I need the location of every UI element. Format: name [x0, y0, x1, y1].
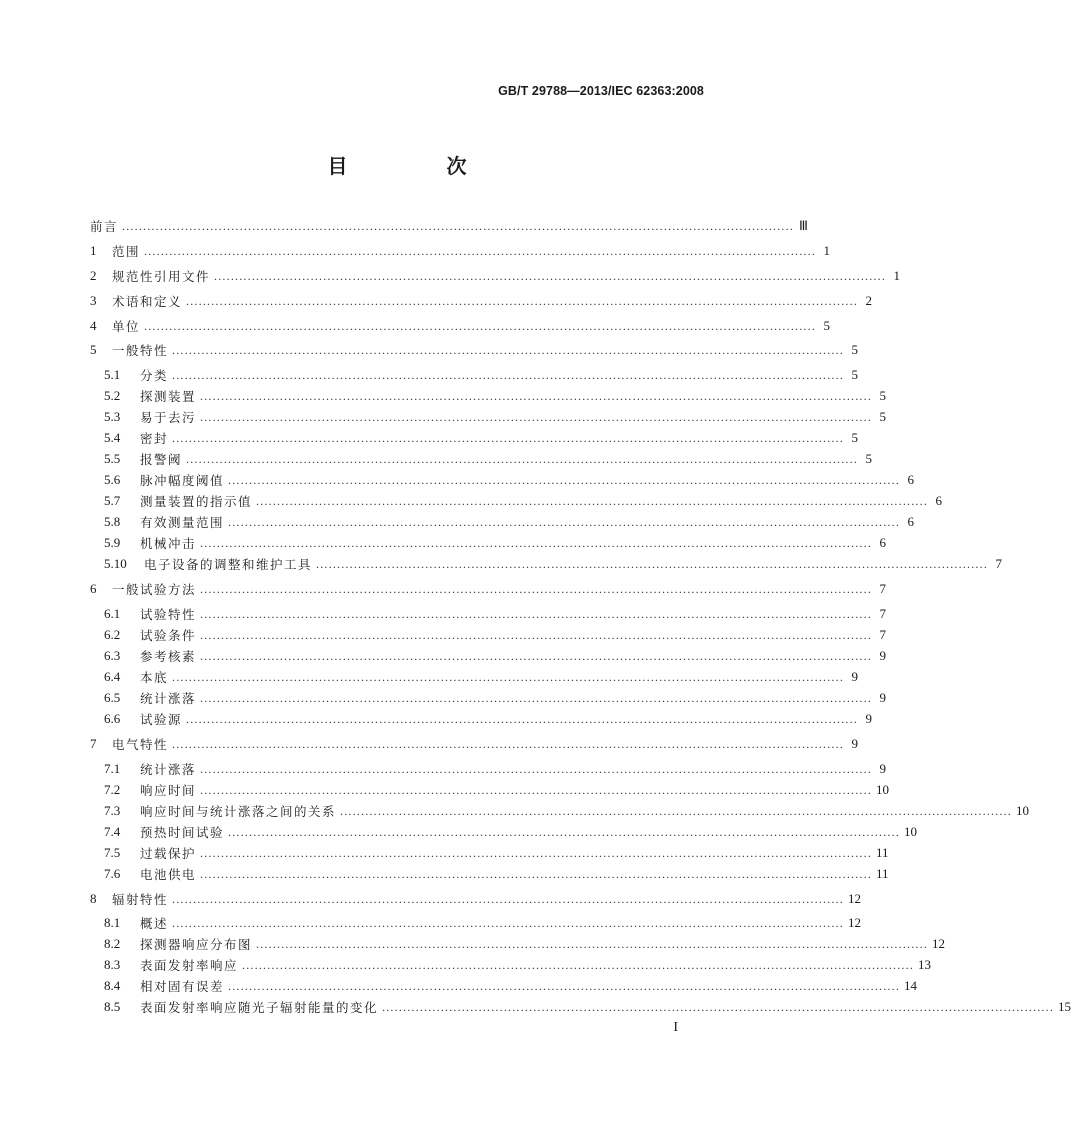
toc-entry-page: 5: [851, 342, 859, 357]
toc-entry[interactable]: [90, 889, 862, 909]
toc-entry-page: 5: [851, 367, 859, 382]
toc-entry[interactable]: [104, 822, 918, 842]
toc-entry[interactable]: [104, 780, 890, 800]
toc-entry-number: 5.2: [104, 388, 121, 403]
toc-entry-number: 5.10: [104, 556, 127, 571]
toc-entry-page: 7: [879, 606, 887, 621]
toc-entry-label: 辐射特性: [112, 892, 169, 907]
toc-entry-number: 7.3: [104, 803, 121, 818]
toc-entry-page: 9: [851, 736, 859, 751]
toc-entry[interactable]: [104, 801, 1030, 821]
dot-leader: ................................................................................................................................................................: [200, 690, 873, 705]
toc-entry-page: 1: [893, 268, 901, 283]
toc-entry-label: 过载保护: [140, 846, 197, 861]
toc-entry[interactable]: [104, 365, 859, 385]
toc-entry[interactable]: [104, 934, 946, 954]
dot-leader: ................................................................................................................................................................: [200, 535, 873, 550]
dot-leader: ................................................................................................................................................................: [172, 736, 845, 751]
toc-entry-number: 7.6: [104, 866, 121, 881]
toc-entry-number: 7.4: [104, 824, 121, 839]
toc-entry-page: 7: [879, 627, 887, 642]
dot-leader: ................................................................................................................................................................: [200, 388, 873, 403]
toc-entry[interactable]: [104, 955, 932, 975]
dot-leader: ................................................................................................................................................................: [340, 803, 1013, 818]
toc-entry-label: 本底: [140, 670, 169, 685]
toc-entry-label: 有效测量范围: [140, 515, 225, 530]
dot-leader: ................................................................................................................................................................: [122, 218, 795, 233]
toc-entry-label: 电池供电: [140, 867, 197, 882]
dot-leader: ................................................................................................................................................................: [186, 711, 859, 726]
toc-entry-number: 8.2: [104, 936, 121, 951]
toc-entry-page: 6: [879, 535, 887, 550]
toc-entry[interactable]: [104, 759, 887, 779]
toc-entry[interactable]: [90, 216, 809, 236]
toc-entry-number: 3: [90, 293, 97, 308]
toc-entry-number: 6.5: [104, 690, 121, 705]
toc-entry-number: 2: [90, 268, 97, 283]
toc-entry-number: 5.4: [104, 430, 121, 445]
toc-entry-label: 参考核素: [140, 649, 197, 664]
toc-entry-label: 响应时间: [140, 783, 197, 798]
dot-leader: ................................................................................................................................................................: [228, 472, 901, 487]
dot-leader: ................................................................................................................................................................: [200, 581, 873, 596]
dot-leader: ................................................................................................................................................................: [228, 978, 901, 993]
toc-entry-number: 6.4: [104, 669, 121, 684]
toc-entry-label: 前言: [90, 219, 119, 234]
toc-entry-number: 7.2: [104, 782, 121, 797]
toc-entry-label: 电子设备的调整和维护工具: [144, 557, 313, 572]
toc-entry-label: 分类: [140, 368, 169, 383]
toc-entry-label: 响应时间与统计涨落之间的关系: [140, 804, 337, 819]
toc-entry-page: Ⅲ: [799, 218, 809, 233]
toc-entry-page: 9: [851, 669, 859, 684]
toc-entry[interactable]: [104, 976, 918, 996]
toc-entry-number: 7: [90, 736, 97, 751]
toc-entry[interactable]: [104, 428, 859, 448]
toc-entry-page: 5: [879, 409, 887, 424]
standard-code: GB/T 29788—2013/IEC 62363:2008: [498, 84, 704, 98]
toc-entry-number: 8.5: [104, 999, 121, 1014]
toc-entry[interactable]: [104, 997, 1071, 1017]
toc-entry-number: 8: [90, 891, 97, 906]
toc-entry-label: 电气特性: [112, 737, 169, 752]
toc-entry-number: 7.5: [104, 845, 121, 860]
toc-entry-number: 5.5: [104, 451, 121, 466]
toc-entry[interactable]: [104, 512, 915, 532]
toc-entry-number: 6.1: [104, 606, 121, 621]
toc-entry[interactable]: [104, 604, 887, 624]
dot-leader: ................................................................................................................................................................: [256, 493, 929, 508]
dot-leader: ................................................................................................................................................................: [200, 409, 873, 424]
toc-entry-page: 14: [904, 978, 918, 993]
toc-entry-label: 试验特性: [140, 607, 197, 622]
toc-entry[interactable]: [104, 709, 873, 729]
toc-entry-number: 5.9: [104, 535, 121, 550]
toc-entry-label: 试验源: [140, 712, 183, 727]
toc-entry[interactable]: [90, 291, 873, 311]
toc-entry-page: 9: [879, 690, 887, 705]
toc-entry-page: 6: [907, 472, 915, 487]
toc-entry-number: 5.7: [104, 493, 121, 508]
toc-entry-page: 13: [918, 957, 932, 972]
toc-entry-label: 机械冲击: [140, 536, 197, 551]
dot-leader: ................................................................................................................................................................: [172, 915, 845, 930]
toc-entry-label: 探测器响应分布图: [140, 937, 253, 952]
toc-entry-page: 5: [865, 451, 873, 466]
toc-entry-label: 单位: [112, 319, 141, 334]
toc-entry-page: 11: [876, 845, 889, 860]
dot-leader: ................................................................................................................................................................: [172, 669, 845, 684]
toc-entry-label: 范围: [112, 244, 141, 259]
toc-entry-page: 11: [876, 866, 889, 881]
toc-entry-number: 5: [90, 342, 97, 357]
toc-entry-number: 6.6: [104, 711, 121, 726]
toc-entry-number: 5.3: [104, 409, 121, 424]
toc-entry-number: 5.8: [104, 514, 121, 529]
toc-entry-label: 一般试验方法: [112, 582, 197, 597]
toc-entry-label: 测量装置的指示值: [140, 494, 253, 509]
toc-entry[interactable]: [104, 491, 943, 511]
toc-entry[interactable]: [90, 241, 831, 261]
toc-entry[interactable]: [104, 407, 887, 427]
dot-leader: ................................................................................................................................................................: [172, 891, 845, 906]
dot-leader: ................................................................................................................................................................: [144, 318, 817, 333]
dot-leader: ................................................................................................................................................................: [200, 627, 873, 642]
toc-entry-page: 12: [932, 936, 946, 951]
dot-leader: ................................................................................................................................................................: [228, 824, 901, 839]
toc-entry-number: 8.4: [104, 978, 121, 993]
toc-entry-label: 表面发射率响应: [140, 958, 239, 973]
toc-entry-page: 7: [879, 581, 887, 596]
toc-entry[interactable]: [104, 386, 887, 406]
toc-entry-page: 2: [865, 293, 873, 308]
toc-entry-page: 15: [1058, 999, 1071, 1014]
toc-entry-number: 4: [90, 318, 97, 333]
dot-leader: ................................................................................................................................................................: [382, 999, 1055, 1014]
toc-entry-label: 一般特性: [112, 343, 169, 358]
dot-leader: ................................................................................................................................................................: [200, 606, 873, 621]
toc-entry-page: 12: [848, 891, 862, 906]
toc-entry-label: 探测装置: [140, 389, 197, 404]
dot-leader: ................................................................................................................................................................: [242, 957, 915, 972]
dot-leader: ................................................................................................................................................................: [200, 845, 873, 860]
toc-entry[interactable]: [104, 688, 887, 708]
toc-entry-label: 规范性引用文件: [112, 269, 211, 284]
toc-entry[interactable]: [104, 554, 1003, 574]
toc-entry[interactable]: [90, 340, 859, 360]
toc-entry-page: 10: [1016, 803, 1030, 818]
toc-entry-label: 统计涨落: [140, 691, 197, 706]
toc-entry[interactable]: [90, 579, 887, 599]
toc-entry-page: 5: [879, 388, 887, 403]
toc-entry-label: 相对固有误差: [140, 979, 225, 994]
toc-entry[interactable]: [104, 843, 889, 863]
dot-leader: ................................................................................................................................................................: [186, 293, 859, 308]
toc-entry-number: 6: [90, 581, 97, 596]
toc-entry-label: 脉冲幅度阈值: [140, 473, 225, 488]
toc-entry[interactable]: [104, 470, 915, 490]
dot-leader: ................................................................................................................................................................: [256, 936, 929, 951]
toc-entry[interactable]: [104, 625, 887, 645]
dot-leader: ................................................................................................................................................................: [316, 556, 989, 571]
toc-entry-number: 6.2: [104, 627, 121, 642]
dot-leader: ................................................................................................................................................................: [172, 367, 845, 382]
toc-entry-label: 预热时间试验: [140, 825, 225, 840]
toc-entry-label: 试验条件: [140, 628, 197, 643]
dot-leader: ................................................................................................................................................................: [186, 451, 859, 466]
dot-leader: ................................................................................................................................................................: [172, 342, 845, 357]
toc-entry-number: 8.1: [104, 915, 121, 930]
toc-entry[interactable]: [104, 646, 887, 666]
toc-entry[interactable]: [104, 864, 889, 884]
dot-leader: ................................................................................................................................................................: [200, 648, 873, 663]
page-folio: I: [673, 1020, 678, 1035]
toc-entry-number: 6.3: [104, 648, 121, 663]
toc-entry[interactable]: [90, 266, 901, 286]
toc-entry-number: 1: [90, 243, 97, 258]
dot-leader: ................................................................................................................................................................: [200, 761, 873, 776]
toc-entry-page: 6: [935, 493, 943, 508]
toc-entry-page: 6: [907, 514, 915, 529]
toc-entry-label: 易于去污: [140, 410, 197, 425]
toc-entry-page: 9: [879, 761, 887, 776]
toc-entry[interactable]: [104, 449, 873, 469]
toc-entry-label: 表面发射率响应随光子辐射能量的变化: [140, 1000, 379, 1015]
dot-leader: ................................................................................................................................................................: [172, 430, 845, 445]
toc-entry-number: 5.6: [104, 472, 121, 487]
toc-entry-number: 7.1: [104, 761, 121, 776]
toc-entry-label: 报警阈: [140, 452, 183, 467]
toc-entry-page: 5: [851, 430, 859, 445]
dot-leader: ................................................................................................................................................................: [144, 243, 817, 258]
toc-entry-page: 10: [876, 782, 890, 797]
toc-entry-label: 密封: [140, 431, 169, 446]
dot-leader: ................................................................................................................................................................: [214, 268, 887, 283]
toc-entry[interactable]: [90, 734, 859, 754]
toc-entry-number: 5.1: [104, 367, 121, 382]
toc-entry-number: 8.3: [104, 957, 121, 972]
toc-entry[interactable]: [104, 667, 859, 687]
dot-leader: ................................................................................................................................................................: [228, 514, 901, 529]
dot-leader: ................................................................................................................................................................: [200, 866, 873, 881]
toc-entry-page: 5: [823, 318, 831, 333]
toc-entry-page: 9: [865, 711, 873, 726]
toc-entry-label: 统计涨落: [140, 762, 197, 777]
toc-title: 目 次: [327, 154, 513, 178]
toc-entry-page: 12: [848, 915, 862, 930]
dot-leader: ................................................................................................................................................................: [200, 782, 873, 797]
toc-entry[interactable]: [90, 316, 831, 336]
toc-entry-page: 10: [904, 824, 918, 839]
toc-entry-label: 概述: [140, 916, 169, 931]
toc-entry-page: 7: [995, 556, 1003, 571]
toc-entry[interactable]: [104, 533, 887, 553]
toc-entry-page: 1: [823, 243, 831, 258]
toc-entry-label: 术语和定义: [112, 294, 183, 309]
toc-entry[interactable]: [104, 913, 862, 933]
toc-entry-page: 9: [879, 648, 887, 663]
